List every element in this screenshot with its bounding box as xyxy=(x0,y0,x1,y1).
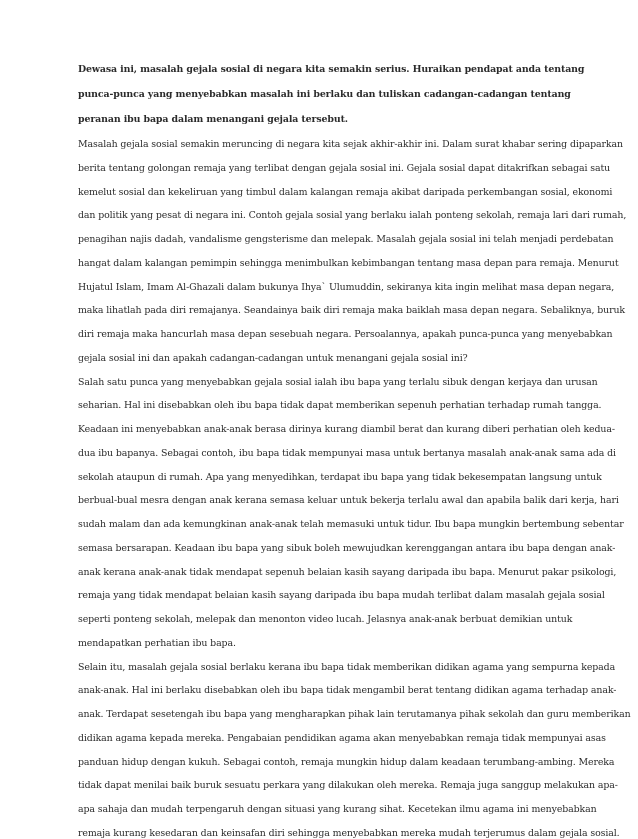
paragraph-line: Salah satu punca yang menyebabkan gejala sosial ialah ibu bapa yang terlalu sibuk dengan kerjaya dan urusan xyxy=(78,376,598,388)
paragraph-cause-religious-education xyxy=(78,661,631,839)
paragraph-line: dan politik yang pesat di negara ini. Contoh gejala sosial yang berlaku ialah ponteng sekolah, remaja lari dari rumah, xyxy=(78,210,627,222)
paragraph-line: penagihan najis dadah, vandalisme gengsterisme dan melepak. Masalah gejala sosial ini telah menjadi perdebatan xyxy=(78,234,614,245)
paragraph-line: panduan hidup dengan kukuh. Sebagai contoh, remaja mungkin hidup dalam keadaan terumbang-ambing. Mereka xyxy=(78,756,615,768)
paragraph-introduction xyxy=(78,139,627,364)
paragraph-line: Keadaan ini menyebabkan anak-anak berasa dirinya kurang diambil berat dan kurang diberi perhatian oleh kedua- xyxy=(78,424,615,435)
paragraph-line: berbual-bual mesra dengan anak kerana semasa keluar untuk bekerja terlalu awal dan apabila balik dari kerja, hari xyxy=(78,495,619,507)
paragraph-line: seperti ponteng sekolah, melepak dan menonton video lucah. Jelasnya anak-anak berbuat demikian untuk xyxy=(78,614,573,625)
paragraph-line: kemelut sosial dan kekeliruan yang timbul dalam kalangan remaja akibat daripada perkembangan sosial, ekonomi xyxy=(78,186,613,198)
paragraph-line: anak-anak. Hal ini berlaku disebabkan oleh ibu bapa tidak mengambil berat tentang didikan agama terhadap anak- xyxy=(78,685,617,697)
question-line: Dewasa ini, masalah gejala sosial di negara kita semakin serius. Huraikan pendapat anda tentang xyxy=(78,64,585,75)
paragraph-line: berita tentang golongan remaja yang terlibat dengan gejala sosial ini. Gejala sosial dapat ditakrifkan sebagai satu xyxy=(78,162,611,174)
paragraph-line: sudah malam dan ada kemungkinan anak-anak telah memasuki untuk tidur. Ibu bapa mungkin bertembung sebentar xyxy=(78,519,624,530)
paragraph-line: semasa bersarapan. Keadaan ibu bapa yang sibuk boleh mewujudkan kerenggangan antara ibu bapa dengan anak- xyxy=(78,542,616,554)
paragraph-line: anak kerana anak-anak tidak mendapat sepenuh belaian kasih sayang daripada ibu bapa. Menurut pakar psikologi, xyxy=(78,566,617,578)
paragraph-line: didikan agama kepada mereka. Pengabaian pendidikan agama akan menyebabkan remaja tidak mempunyai asas xyxy=(78,732,606,744)
paragraph-line: mendapatkan perhatian ibu bapa. xyxy=(78,637,236,649)
paragraph-line: apa sahaja dan mudah terpengaruh dengan situasi yang kurang sihat. Kecetekan ilmu agama ini menyebabkan xyxy=(78,804,597,815)
paragraph-line: Selain itu, masalah gejala sosial berlaku kerana ibu bapa tidak memberikan didikan agama yang sempurna kepada xyxy=(78,661,616,673)
question-line: peranan ibu bapa dalam menangani gejala tersebut. xyxy=(78,114,348,125)
question-line: punca-punca yang menyebabkan masalah ini berlaku dan tuliskan cadangan-cadangan tentang xyxy=(78,89,571,100)
paragraph-line: Hujatul Islam, Imam Al-Ghazali dalam bukunya Ihya` Ulumuddin, sekiranya kita ingin melihat masa depan negara, xyxy=(78,281,615,293)
paragraph-line: sekolah ataupun di rumah. Apa yang menyedihkan, terdapat ibu bapa yang tidak bekesempatan langsung untuk xyxy=(78,471,602,483)
paragraph-line: gejala sosial ini dan apakah cadangan-cadangan untuk menangani gejala sosial ini? xyxy=(78,352,468,364)
essay-question xyxy=(78,64,585,126)
paragraph-line: dua ibu bapanya. Sebagai contoh, ibu bapa tidak mempunyai masa untuk bertanya masalah anak-anak sama ada di xyxy=(78,447,616,459)
paragraph-line: diri remaja maka hancurlah masa depan sesebuah negara. Persoalannya, apakah punca-punca yang menyebabkan xyxy=(78,329,613,340)
paragraph-line: maka lihatlah pada diri remajanya. Seandainya baik diri remaja maka baiklah masa depan negara. Sebaliknya, buruk xyxy=(78,305,626,317)
paragraph-line: remaja kurang kesedaran dan keinsafan diri sehingga menyebabkan mereka mudah terjerumus dalam gejala sosial. xyxy=(78,827,620,839)
paragraph-line: seharian. Hal ini disebabkan oleh ibu bapa tidak dapat memberikan sepenuh perhatian terhadap rumah tangga. xyxy=(78,400,602,412)
paragraph-line: hangat dalam kalangan pemimpin sehingga menimbulkan kebimbangan tentang masa depan para remaja. Menurut xyxy=(78,257,619,269)
paragraph-line: anak. Terdapat sesetengah ibu bapa yang mengharapkan pihak lain terutamanya pihak sekolah dan guru memberikan xyxy=(78,709,631,720)
paragraph-line: remaja yang tidak mendapat belaian kasih sayang daripada ibu bapa mudah terlibat dalam masalah gejala sosial xyxy=(78,590,605,602)
paragraph-cause-busy-parents xyxy=(78,376,624,649)
paragraph-line: tidak dapat menilai baik buruk sesuatu perkara yang dilakukan oleh mereka. Remaja juga sanggup melakukan apa- xyxy=(78,780,618,792)
paragraph-line: Masalah gejala sosial semakin meruncing di negara kita sejak akhir-akhir ini. Dalam surat khabar sering dipaparkan xyxy=(78,139,623,150)
